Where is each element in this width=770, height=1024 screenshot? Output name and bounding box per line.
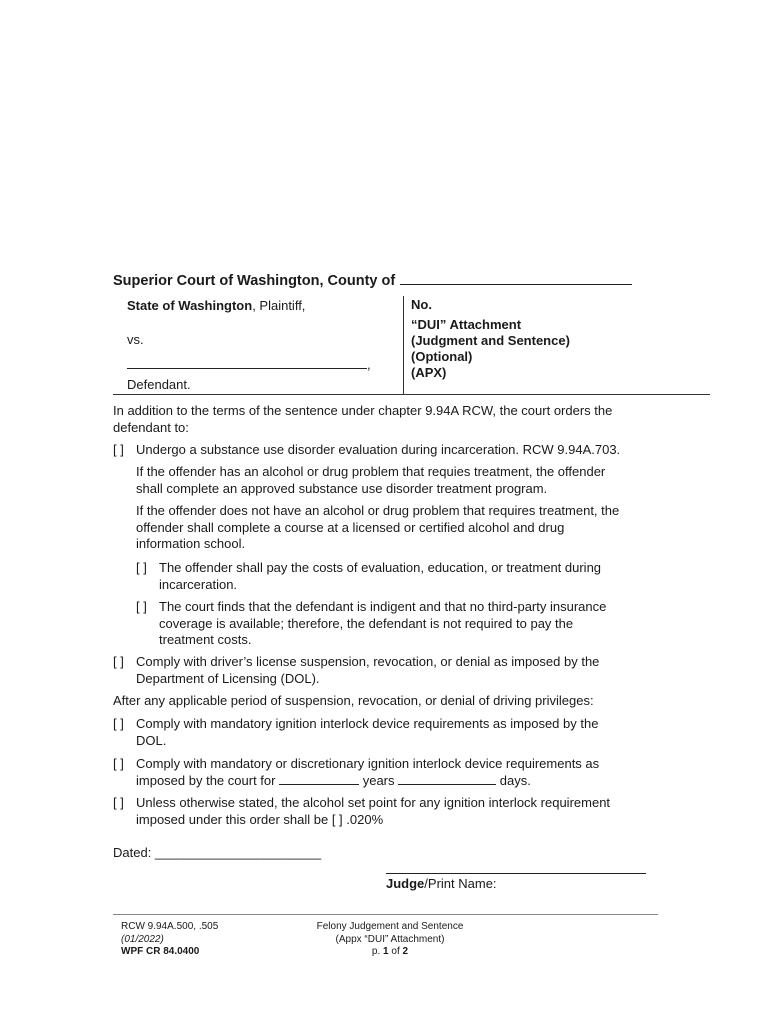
item5-text: [136, 795, 610, 828]
item1-p2-line-1: If the offender does not have an alcohol or drug problem that requires treatment, the: [136, 503, 620, 518]
defendant-name-blank[interactable]: [127, 356, 367, 369]
item2-checkbox[interactable]: [ ]: [113, 654, 124, 669]
item3-text: [136, 716, 598, 749]
item4-line-2: [136, 773, 599, 790]
defendant-label: Defendant.: [127, 377, 191, 392]
spacer: [127, 348, 371, 356]
court-title-text: Superior Court of Washington, County of: [113, 273, 396, 289]
page-number: 1: [383, 946, 389, 957]
caption-right: [411, 297, 570, 381]
after-period-text: After any applicable period of suspension, revocation, or denial of driving privileges:: [113, 693, 594, 708]
court-title: [113, 272, 632, 289]
item4-imposed-label: imposed by the court for: [136, 772, 276, 788]
footer-title-2: (Appx “DUI” Attachment): [335, 933, 445, 945]
item2-line-1: Comply with driver’s license suspension, revocation, or denial as imposed by the: [136, 654, 600, 669]
sub1-checkbox[interactable]: [ ]: [136, 560, 147, 575]
vs-label: vs.: [127, 332, 144, 347]
judge-label-rest: /Print Name:: [424, 876, 497, 891]
page-prefix: p.: [371, 946, 384, 957]
sub2-line-2: coverage is available; therefore, the defendant is not required to pay the: [159, 615, 574, 631]
sub1-text: [159, 560, 601, 593]
plaintiff-line: [127, 297, 371, 314]
defendant-name-line: [127, 356, 371, 373]
item5-line-2: imposed under this order shall be [ ] .020%: [136, 811, 384, 827]
intro-line-1: In addition to the terms of the sentence under chapter 9.94A RCW, the court orders the: [113, 403, 613, 418]
years-blank[interactable]: [279, 773, 359, 785]
sub2-line-1: The court finds that the defendant is indigent and that no third-party insurance: [159, 599, 607, 614]
item5-checkbox[interactable]: [ ]: [113, 795, 124, 810]
doc-title-3: (Optional): [411, 349, 473, 364]
sub2-line-3: treatment costs.: [159, 632, 252, 647]
item1-checkbox[interactable]: [ ]: [113, 442, 124, 457]
item5-line-1: Unless otherwise stated, the alcohol set point for any ignition interlock requirement: [136, 795, 611, 810]
footer-date: (01/2022): [121, 933, 164, 945]
doc-title-4: (APX): [411, 365, 447, 380]
item1-text: Undergo a substance use disorder evaluation during incarceration. RCW 9.94A.703.: [136, 442, 621, 457]
plaintiff-role: , Plaintiff,: [252, 298, 306, 313]
item1-p1-line-1: If the offender has an alcohol or drug problem that requies treatment, the offender: [136, 464, 606, 479]
item2-text: [136, 654, 599, 687]
caption-divider: [403, 296, 404, 395]
footer-page: [290, 946, 490, 959]
item2-line-2: Department of Licensing (DOL).: [136, 670, 320, 686]
case-number-label: No.: [411, 297, 432, 312]
footer-center: [290, 921, 490, 959]
item4-line-1: Comply with mandatory or discretionary ignition interlock device requirements as: [136, 756, 600, 771]
sub2-text: [159, 599, 606, 649]
sub2-checkbox[interactable]: [ ]: [136, 599, 147, 614]
footer-rule: [113, 914, 658, 915]
item4-text: [136, 756, 599, 789]
caption-left: [127, 297, 371, 393]
item1-p1-line-2: shall complete an approved substance use disorder treatment program.: [136, 480, 548, 496]
defendant-comma: ,: [367, 357, 371, 372]
item3-checkbox[interactable]: [ ]: [113, 716, 124, 731]
item1-paragraph-2: [136, 503, 619, 553]
judge-label-bold: Judge: [386, 876, 425, 891]
item3-line-1: Comply with mandatory ignition interlock device requirements as imposed by the: [136, 716, 599, 731]
doc-title-2: (Judgment and Sentence): [411, 333, 570, 348]
item4-checkbox[interactable]: [ ]: [113, 756, 124, 771]
page-of: of: [388, 946, 403, 957]
footer-rcw: RCW 9.94A.500, .505: [121, 921, 219, 932]
footer-form-number: WPF CR 84.0400: [121, 946, 200, 957]
plaintiff-name: State of Washington: [127, 298, 253, 313]
judge-label: [386, 876, 497, 893]
dated-field[interactable]: Dated: _______________________: [113, 845, 322, 860]
page-total: 2: [402, 946, 409, 957]
days-blank[interactable]: [398, 773, 496, 785]
sub1-line-1: The offender shall pay the costs of evaluation, education, or treatment during: [159, 560, 602, 575]
caption-bottom-rule: [113, 394, 710, 395]
footer-left: [121, 921, 218, 959]
county-blank[interactable]: [400, 272, 632, 285]
item1-p2-line-2: offender shall complete a course at a licensed or certified alcohol and drug: [136, 519, 565, 535]
spacer: [127, 314, 371, 331]
item1-p2-line-3: information school.: [136, 536, 246, 551]
item1-paragraph-1: [136, 464, 605, 497]
intro-line-2: defendant to:: [113, 419, 189, 435]
doc-title-1: “DUI” Attachment: [411, 317, 522, 332]
item3-line-2: DOL.: [136, 732, 167, 748]
sub1-line-2: incarceration.: [159, 576, 238, 592]
years-label: years: [362, 772, 395, 788]
judge-signature-line[interactable]: [386, 873, 646, 874]
intro-paragraph: [113, 403, 612, 436]
days-label: days.: [499, 772, 531, 788]
footer-title-1: Felony Judgement and Sentence: [316, 921, 464, 932]
